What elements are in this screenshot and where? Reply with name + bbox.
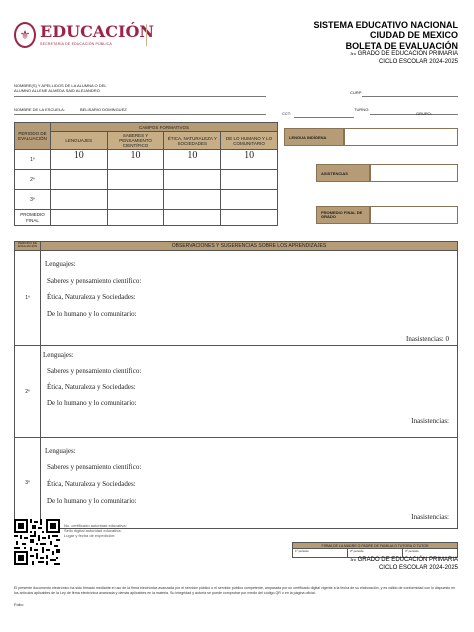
col-saberes: SABERES Y PENSAMIENTO CIENTÍFICO [107,132,164,150]
logo-subtitle: SECRETARÍA DE EDUCACIÓN PÚBLICA [40,42,112,46]
obs-inasistencias: Inasistencias: [411,513,449,521]
footer-grade-text: GRADO DE EDUCACIÓN PRIMARIA [357,557,458,563]
cct-label: CCT: [282,111,291,116]
grade-cell [107,210,164,226]
lengua-label: LENGUA INDÍGENA [284,128,344,146]
promedio-box [316,206,458,224]
curp-underline [362,96,458,97]
footer-grade-line [350,557,458,565]
grade-cell [221,170,278,190]
grade-cell: 10 [107,150,164,170]
school-value: BELISARIO DOMINGUEZ [80,107,127,112]
cert-seal-label: Sello digital autoridad educativa: [64,527,122,533]
signature-header: FIRMA DE LA MADRE O PADRE DE FAMILIA O TUTORA O TUTOR [293,543,457,549]
education-logo [14,18,154,52]
name-underline [14,96,266,97]
obs-period-header: PERIODO DE EVALUACIÓN [15,242,41,250]
school-underline [14,114,266,115]
seal-icon: ⚜ [14,22,36,48]
obs-etica: Ética, Naturaleza y Sociedades: [47,383,136,391]
cert-info [64,524,154,538]
footer-grade-block [350,557,458,573]
period-label: 1º [15,150,51,170]
period-header: PERIODO DE EVALUACIÓN [15,123,51,150]
col-humano: DE LO HUMANO Y LO COMUNITARIO [221,132,278,150]
obs-lenguajes: Lenguajes: [43,351,74,359]
period-label: 3º [15,190,51,210]
obs-humano: De lo humano y lo comunitario: [47,310,137,318]
cct-underline [294,117,354,118]
student-name-block [14,84,164,94]
student-name-label: NOMBRE(S) Y APELLIDOS DE LA ALUMNA O DEL [14,83,107,88]
grade-cell [221,190,278,210]
footer-grade-prefix: 3ro [350,557,356,562]
grade-cell [107,170,164,190]
grades-table [14,122,278,226]
obs-block [15,251,457,346]
obs-period: 2º [15,346,41,437]
grade-cell [50,210,107,226]
grade-row [15,170,278,190]
col-etica: ÉTICA, NATURALEZA Y SOCIEDADES [164,132,221,150]
signature-period: 2º periodo [348,549,403,558]
grade-text: GRADO DE EDUCACIÓN PRIMARIA [357,51,458,58]
logo-title: EDUCACIÓN [40,22,154,41]
signature-box [292,542,458,558]
signature-period: 3º periodo [405,549,419,553]
obs-period: 3º [15,438,41,528]
asistencias-label: ASISTENCIAS [316,164,370,182]
lengua-box [284,128,458,146]
grade-cell [50,170,107,190]
period-label: 2º [15,170,51,190]
period-label: PROMEDIO FINAL [15,210,51,226]
grade-line [313,51,458,59]
student-name-value: ALUMNO ALLENE ALMEDA SAID ALEJANDRO [14,87,100,93]
grade-cell [164,210,221,226]
obs-block [15,438,457,528]
promedio-label: PROMEDIO FINAL DE GRADO [316,206,370,224]
grade-cell: 10 [221,150,278,170]
lengua-value [344,128,458,146]
asistencias-box [316,164,458,182]
folio-label: Folio: [14,602,24,607]
grade-cell [164,170,221,190]
grade-cell [50,190,107,210]
grade-prefix: 3ro [350,51,356,57]
obs-saberes: Saberes y pensamiento científico: [47,277,142,285]
legal-text: El presente documento electrónico ha sido firmado mediante el uso de la firma electrónica avanzada por el servidor público o el servidor público competente, amparada por un certificado digital vigente a la fecha de su elaboración, y es válido de conformidad con lo dispuesto en los artículos aplicables de la Ley de firma electrónica avanzada y demás aplicables en la materia. Su integridad y autoría se puede comprobar por medio del código QR o en la página oficial. [14,586,456,595]
obs-block [15,346,457,438]
observations-header-row [15,242,457,251]
curp-label: CURP: [350,90,363,95]
grupo-label: GRUPO: [416,111,432,116]
footer-cycle-text: CICLO ESCOLAR 2024-2025 [378,564,458,571]
school-label: NOMBRE DE LA ESCUELA: [14,107,65,112]
observations-section [14,241,458,529]
asistencias-value [370,164,458,182]
cert-number-label: No. certificado autoridad educativa: [64,523,127,528]
cert-place-label: Lugar y fecha de expedición: [64,532,116,538]
grade-cell: 10 [164,150,221,170]
cycle-text: CICLO ESCOLAR 2024-2025 [378,58,458,65]
grade-row [15,190,278,210]
grade-row [15,150,278,170]
grade-cell [221,210,278,226]
obs-etica: Ética, Naturaleza y Sociedades: [47,480,136,488]
grade-cell: 10 [50,150,107,170]
signature-period: 1º periodo [293,549,348,558]
grade-row-final [15,210,278,226]
obs-humano: De lo humano y lo comunitario: [47,497,137,505]
document-header [313,20,458,67]
logo-divider [146,24,147,46]
doc-title: BOLETA DE EVALUACIÓN [345,40,458,51]
obs-lenguajes: Lenguajes: [45,260,76,268]
system-title: SISTEMA EDUCATIVO NACIONAL [313,20,458,30]
obs-saberes: Saberes y pensamiento científico: [47,367,142,375]
qr-code [14,519,60,565]
obs-saberes: Saberes y pensamiento científico: [47,463,142,471]
col-lenguajes: LENGUAJES [50,132,107,150]
obs-header: OBSERVACIONES Y SUGERENCIAS SOBRE LOS APRENDIZAJES [41,242,457,250]
obs-etica: Ética, Naturaleza y Sociedades: [47,293,136,301]
grade-cell [164,190,221,210]
campos-header: CAMPOS FORMATIVOS [50,123,277,132]
obs-lenguajes: Lenguajes: [45,447,76,455]
city-title: CIUDAD DE MEXICO [369,30,458,41]
obs-inasistencias: Inasistencias: [411,417,449,425]
obs-inasistencias: Inasistencias: 0 [406,335,449,343]
grade-cell [107,190,164,210]
turno-label: TURNO: [354,107,370,112]
obs-humano: De lo humano y lo comunitario: [47,399,137,407]
obs-period: 1º [15,251,41,345]
promedio-value [370,206,458,224]
